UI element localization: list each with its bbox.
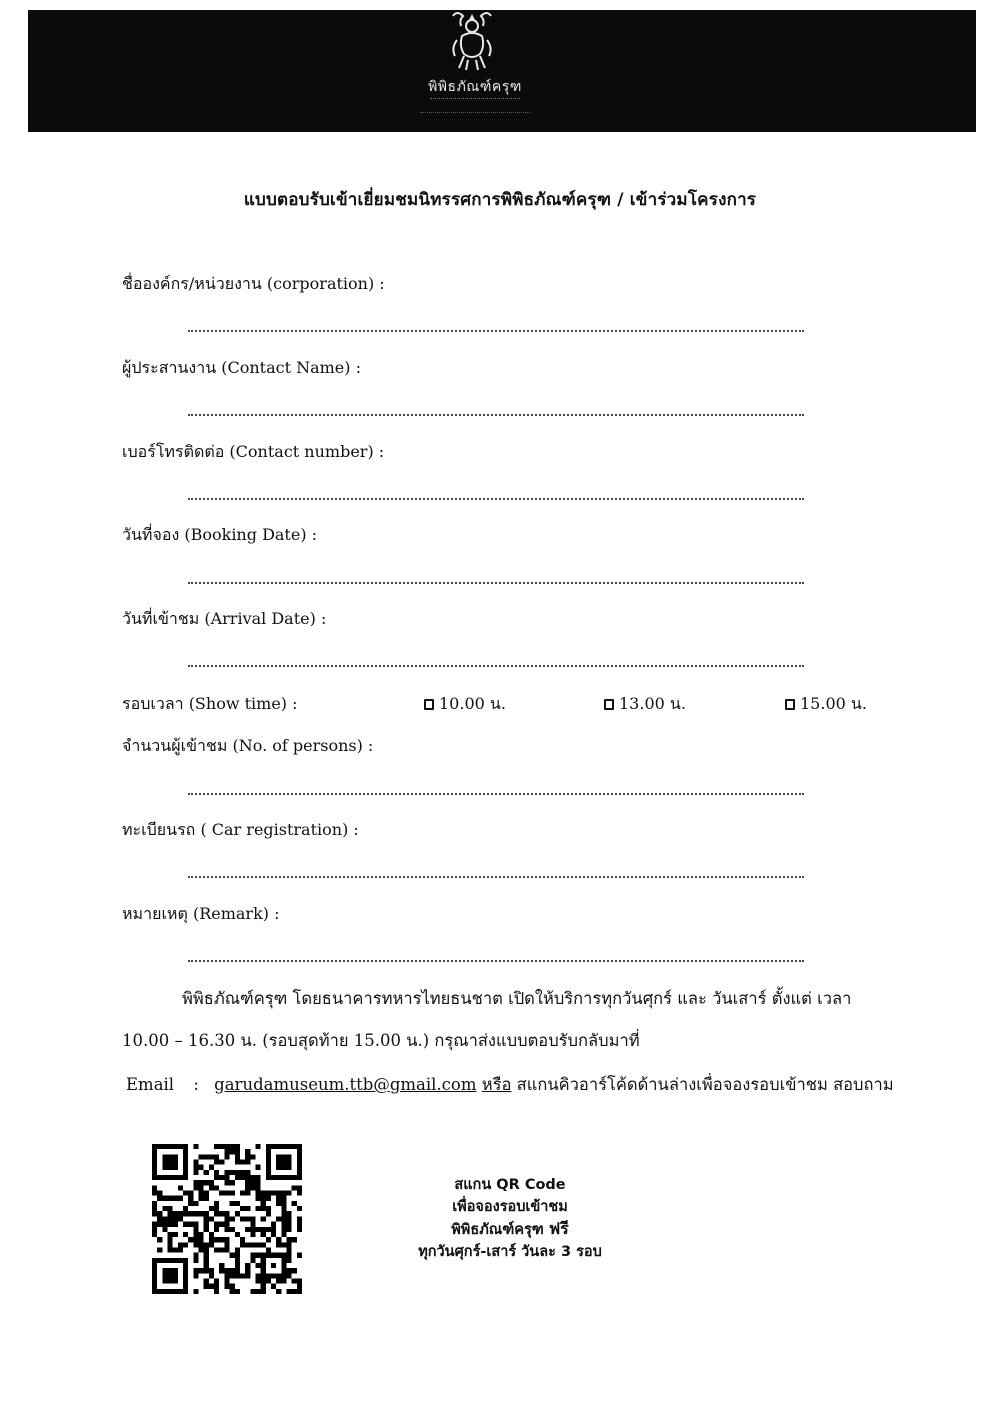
booking-date-label: วันที่จอง (Booking Date) : [122,525,318,544]
or-text: หรือ [481,1075,512,1094]
qr-caption-free: ฟรี [548,1219,569,1238]
show-time-label: รอบเวลา (Show time) : [122,694,298,713]
car-registration-field[interactable] [188,862,804,878]
show-time-option-2[interactable] [604,692,686,717]
qr-code[interactable] [152,1142,302,1296]
form-title: แบบตอบรับเข้าเยี่ยมชมนิทรรศการพิพิธภัณฑ์ครุฑ / เข้าร่วมโครงการ [243,190,757,210]
arrival-date-field[interactable] [188,651,804,667]
garuda-emblem-icon [447,10,497,72]
contact-name-label: ผู้ประสานงาน (Contact Name) : [122,358,361,377]
show-time-option-label: 13.00 น. [619,694,686,713]
museum-name: พิพิธภัณฑ์ครุฑ [428,79,522,95]
header-divider [420,112,530,117]
contact-number-field[interactable] [188,484,804,500]
qr-caption [380,1174,640,1263]
info-line-3 [126,1072,894,1098]
contact-number-label: เบอร์โทรติดต่อ (Contact number) : [122,442,385,461]
show-time-option-1[interactable] [424,692,506,717]
qr-caption-line-4: ทุกวันศุกร์-เสาร์ วันละ 3 รอบ [418,1244,602,1260]
car-registration-label: ทะเบียนรถ ( Car registration) : [122,820,359,839]
persons-field[interactable] [188,779,804,795]
qr-caption-line-2: เพื่อจองรอบเข้าชม [452,1199,568,1215]
remark-label: หมายเหตุ (Remark) : [122,904,280,923]
persons-label: จำนวนผู้เข้าชม (No. of persons) : [122,736,374,755]
contact-name-field[interactable] [188,400,804,416]
qr-caption-line-1: สแกน QR Code [454,1177,566,1193]
email-link[interactable]: garudamuseum.ttb@gmail.com [214,1075,477,1094]
booking-date-field[interactable] [188,568,804,584]
remark-field[interactable] [188,946,804,962]
qr-caption-museum: พิพิธภัณฑ์ครุฑ [451,1222,544,1238]
info-line-2: 10.00 – 16.30 น. (รอบสุดท้าย 15.00 น.) กรุณาส่งแบบตอบรับกลับมาที่ [122,1031,640,1050]
corporation-label: ชื่อองค์กร/หน่วยงาน (corporation) : [122,274,385,293]
info-line-3-rest: สแกนคิวอาร์โค้ดด้านล่างเพื่อจองรอบเข้าชม สอบถาม [516,1075,894,1094]
email-colon: : [193,1075,199,1094]
email-label: Email [126,1075,175,1094]
info-line-1: พิพิธภัณฑ์ครุฑ โดยธนาคารทหารไทยธนชาต เปิดให้บริการทุกวันศุกร์ และ วันเสาร์ ตั้งแต่ เวลา [182,989,852,1008]
header-divider [430,98,520,103]
checkbox-icon[interactable] [785,699,795,710]
checkbox-icon[interactable] [604,699,614,710]
show-time-option-label: 15.00 น. [800,694,867,713]
checkbox-icon[interactable] [424,699,434,710]
show-time-option-3[interactable] [785,692,867,717]
arrival-date-label: วันที่เข้าชม (Arrival Date) : [122,609,327,628]
show-time-option-label: 10.00 น. [439,694,506,713]
corporation-field[interactable] [188,316,804,332]
qr-caption-line-3 [380,1218,640,1241]
